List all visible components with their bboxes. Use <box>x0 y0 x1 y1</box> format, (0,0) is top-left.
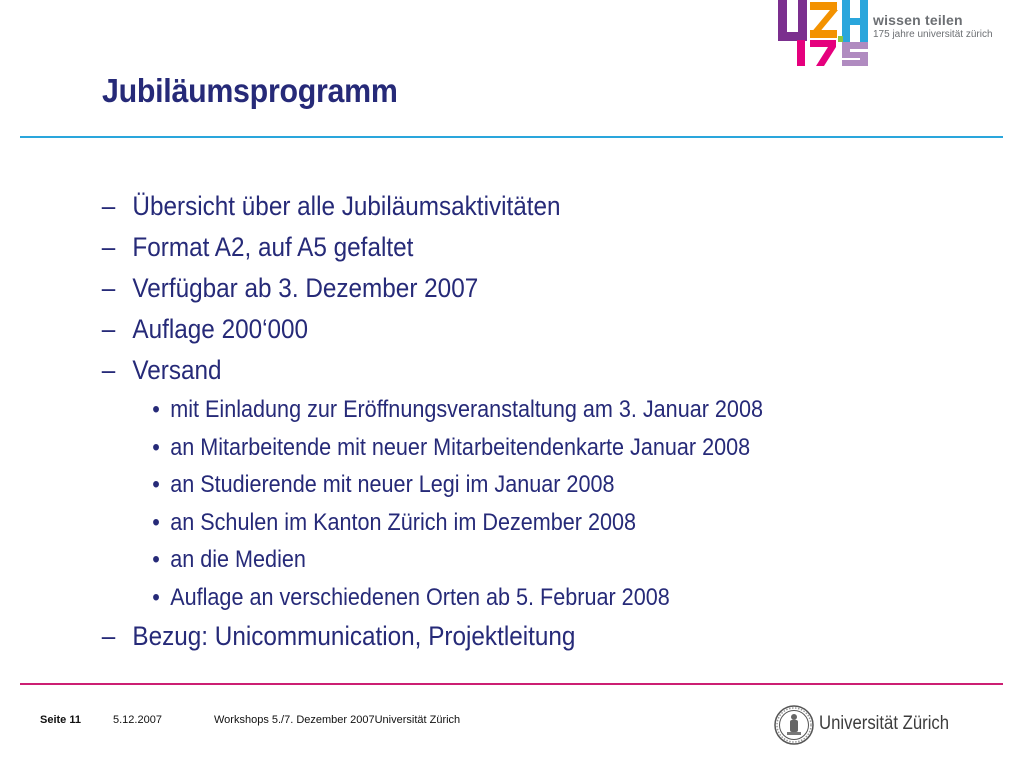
bullet-text: Format A2, auf A5 gefaltet <box>132 232 414 262</box>
dash-marker: – <box>101 621 116 651</box>
dash-marker: – <box>101 232 116 262</box>
bullet-text: Verfügbar ab 3. Dezember 2007 <box>132 273 479 303</box>
sub-bullet-item <box>100 429 892 467</box>
footer-divider <box>20 683 1003 685</box>
footer-event: Workshops 5./7. Dezember 2007Universität Zürich <box>214 714 461 726</box>
sub-bullet-text: an Mitarbeitende mit neuer Mitarbeitendenkarte Januar 2008 <box>170 433 751 461</box>
sub-bullet-item <box>100 504 892 542</box>
sub-bullet-text: an Schulen im Kanton Zürich im Dezember 2008 <box>170 508 637 536</box>
sub-bullet-item <box>100 391 892 429</box>
dash-marker: – <box>101 191 116 221</box>
bullet-item <box>100 227 892 268</box>
bullet-marker: • <box>152 433 160 461</box>
sub-bullet-item <box>100 541 892 579</box>
bullet-text: Versand <box>132 355 222 385</box>
dash-marker: – <box>101 355 116 385</box>
sub-bullet-text: mit Einladung zur Eröffnungsveranstaltung am 3. Januar 2008 <box>170 396 763 423</box>
bullet-item <box>100 268 892 309</box>
sub-bullet-item <box>100 579 892 617</box>
logo-tagline-block <box>873 12 993 40</box>
sub-bullet-text: an die Medien <box>170 546 306 573</box>
header-divider <box>20 136 1003 138</box>
sub-bullet-text: Auflage an verschiedenen Orten ab 5. Februar 2008 <box>170 583 670 611</box>
bullet-text: Übersicht über alle Jubiläumsaktivitäten <box>132 191 561 221</box>
sub-bullet-text: an Studierende mit neuer Legi im Januar 2008 <box>170 471 615 498</box>
slide-title: Jubiläumsprogramm <box>102 72 398 109</box>
bullet-text: Bezug: Unicommunication, Projektleitung <box>132 621 576 651</box>
dash-marker: – <box>101 273 116 303</box>
bullet-marker: • <box>152 471 160 498</box>
university-seal-icon <box>774 705 814 745</box>
university-name: Universität Zürich <box>819 713 950 734</box>
bullet-marker: • <box>152 396 160 423</box>
footer-page-number: Seite 11 <box>40 714 81 726</box>
logo-subline: 175 jahre universität zürich <box>873 29 993 40</box>
bullet-item <box>100 186 892 227</box>
bullet-marker: • <box>152 546 160 573</box>
footer-date: 5.12.2007 <box>113 714 162 726</box>
bullet-text: Auflage 200‘000 <box>132 314 309 344</box>
uzh-175-logo-mark <box>772 0 872 70</box>
slide-content <box>100 186 980 657</box>
bullet-item <box>100 616 892 657</box>
bullet-marker: • <box>152 583 160 611</box>
bullet-marker: • <box>152 508 160 536</box>
bullet-item <box>100 309 892 350</box>
sub-bullet-item <box>100 466 892 504</box>
bullet-item <box>100 350 892 391</box>
logo-tagline: wissen teilen <box>873 12 963 28</box>
dash-marker: – <box>101 314 116 344</box>
